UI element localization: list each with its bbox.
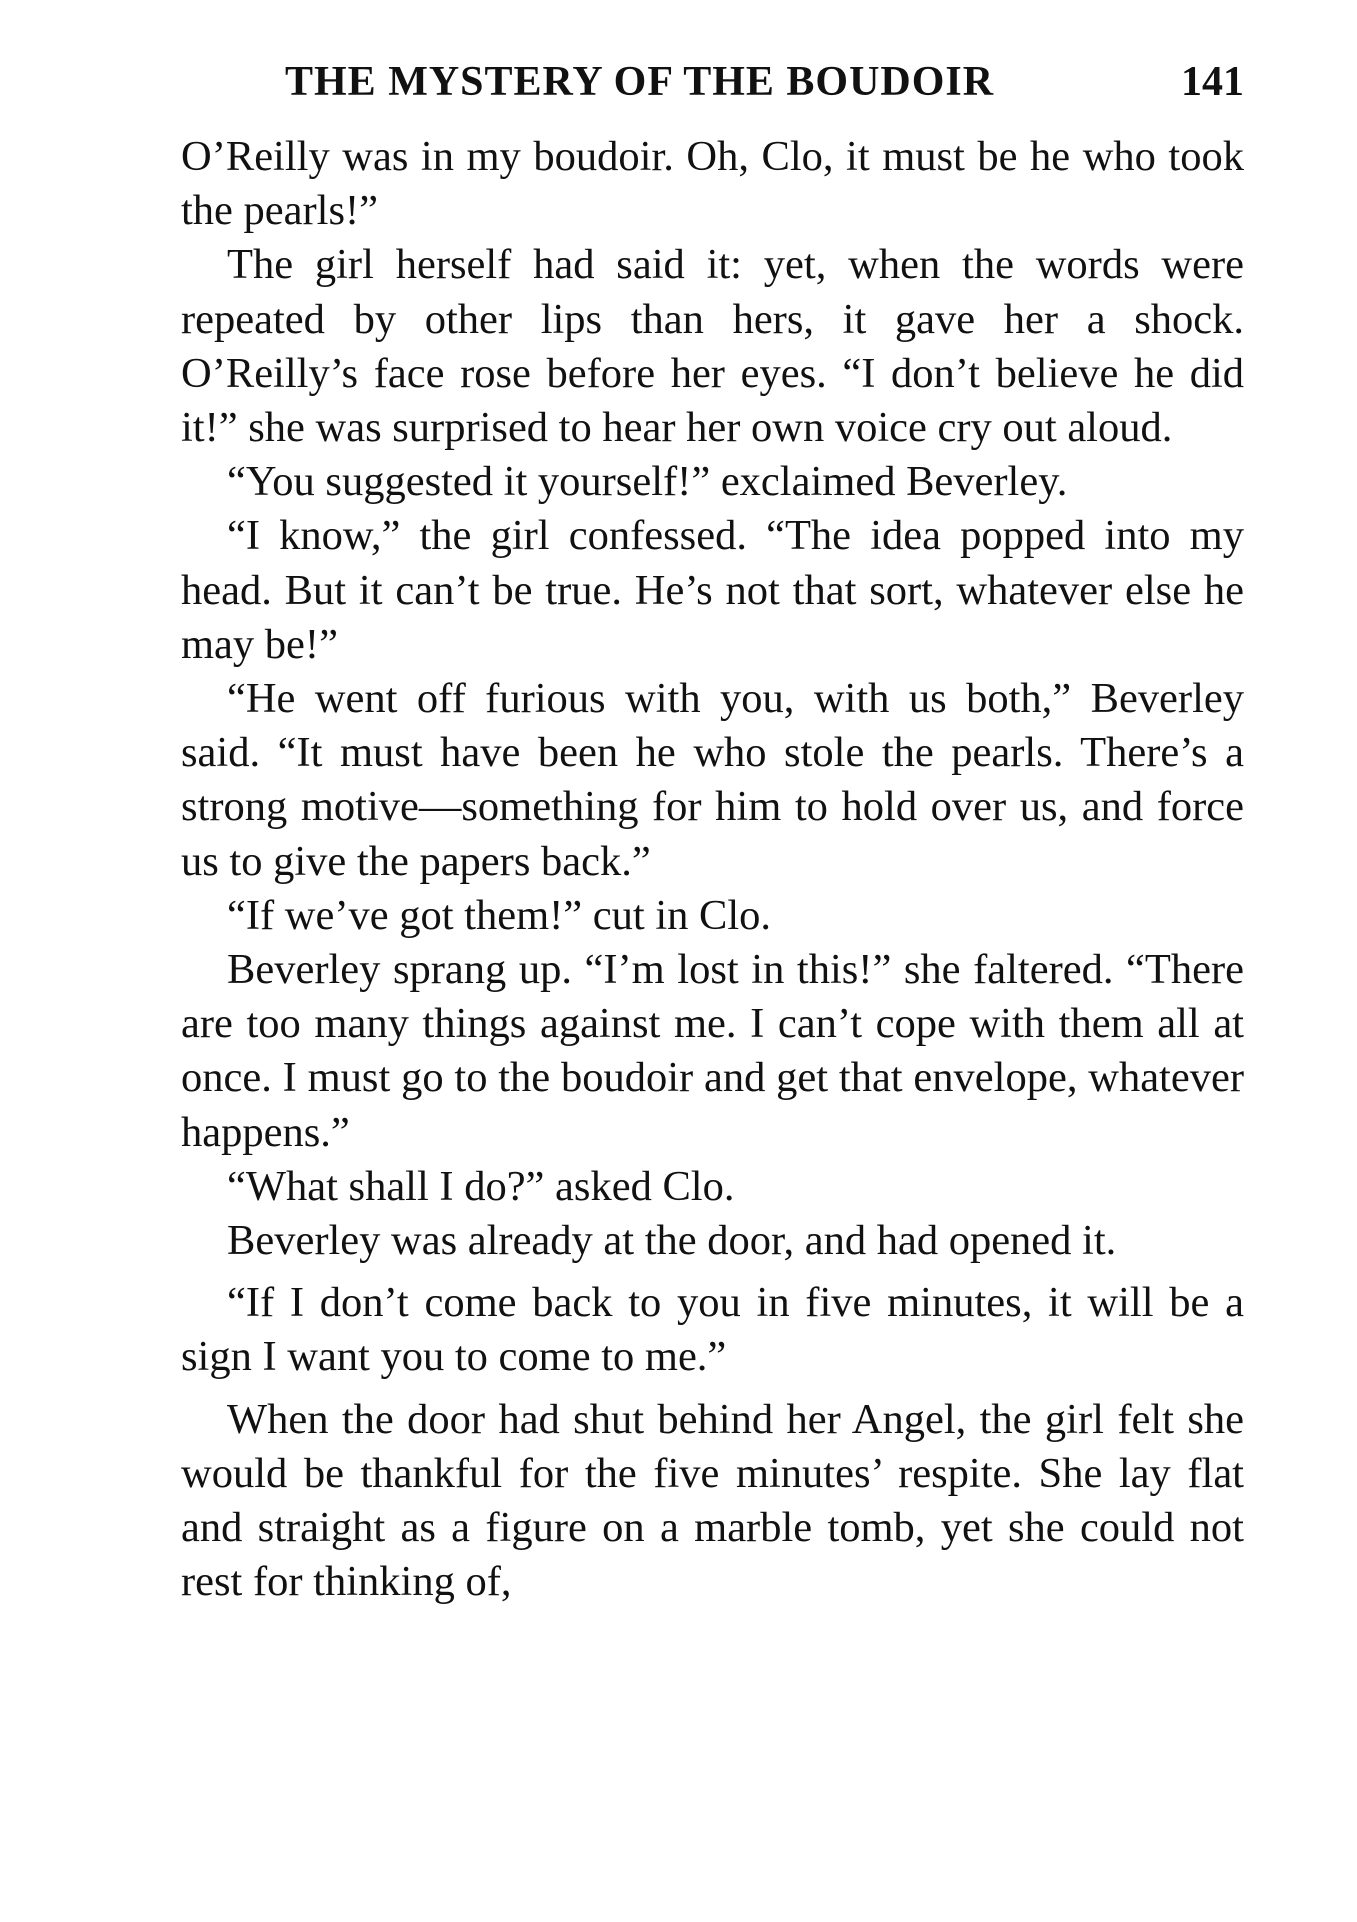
running-title: THE MYSTERY OF THE BOUDOIR [285, 59, 995, 105]
paragraph: When the door had shut behind her Angel, the girl felt she would be thankful for the five minutes’ respite. She lay flat and straight as a figure on a marble tomb, yet she could not rest for thinking of, [181, 1395, 1244, 1606]
paragraph: “He went off furious with you, with us both,” Beverley said. “It must have been he who stole the pearls. There’s a strong motive—something for him to hold over us, and force us to give the papers back.” [181, 675, 1244, 885]
paragraph: Beverley sprang up. “I’m lost in this!” she faltered. “There are too many things against me. I can’t cope with them all at once. I must go to the boudoir and get that envelope, whatever happens.” [181, 946, 1244, 1156]
paragraph: “You suggested it yourself!” exclaimed Beverley. [227, 458, 1068, 506]
book-page [181, 58, 1244, 1609]
body-text [181, 130, 1244, 1609]
running-head [181, 58, 1244, 128]
paragraph: “If we’ve got them!” cut in Clo. [227, 891, 772, 939]
paragraph-continuation: O’Reilly was in my boudoir. Oh, Clo, it must be he who took the pearls!” [181, 133, 1244, 235]
paragraph: “If I don’t come back to you in five minutes, it will be a sign I want you to come to me.” [181, 1279, 1244, 1381]
paragraph: Beverley was already at the door, and had opened it. [227, 1217, 1117, 1265]
paragraph: “What shall I do?” asked Clo. [227, 1162, 735, 1210]
page-number: 141 [1181, 59, 1244, 105]
paragraph: The girl herself had said it: yet, when the words were repeated by other lips than hers, it gave her a shock. O’Reilly’s face rose before her eyes. “I don’t believe he did it!” she was surprised to hear her own voice cry out aloud. [181, 241, 1244, 452]
paragraph: “I know,” the girl confessed. “The idea popped into my head. But it can’t be true. He’s not that sort, whatever else he may be!” [181, 512, 1244, 668]
